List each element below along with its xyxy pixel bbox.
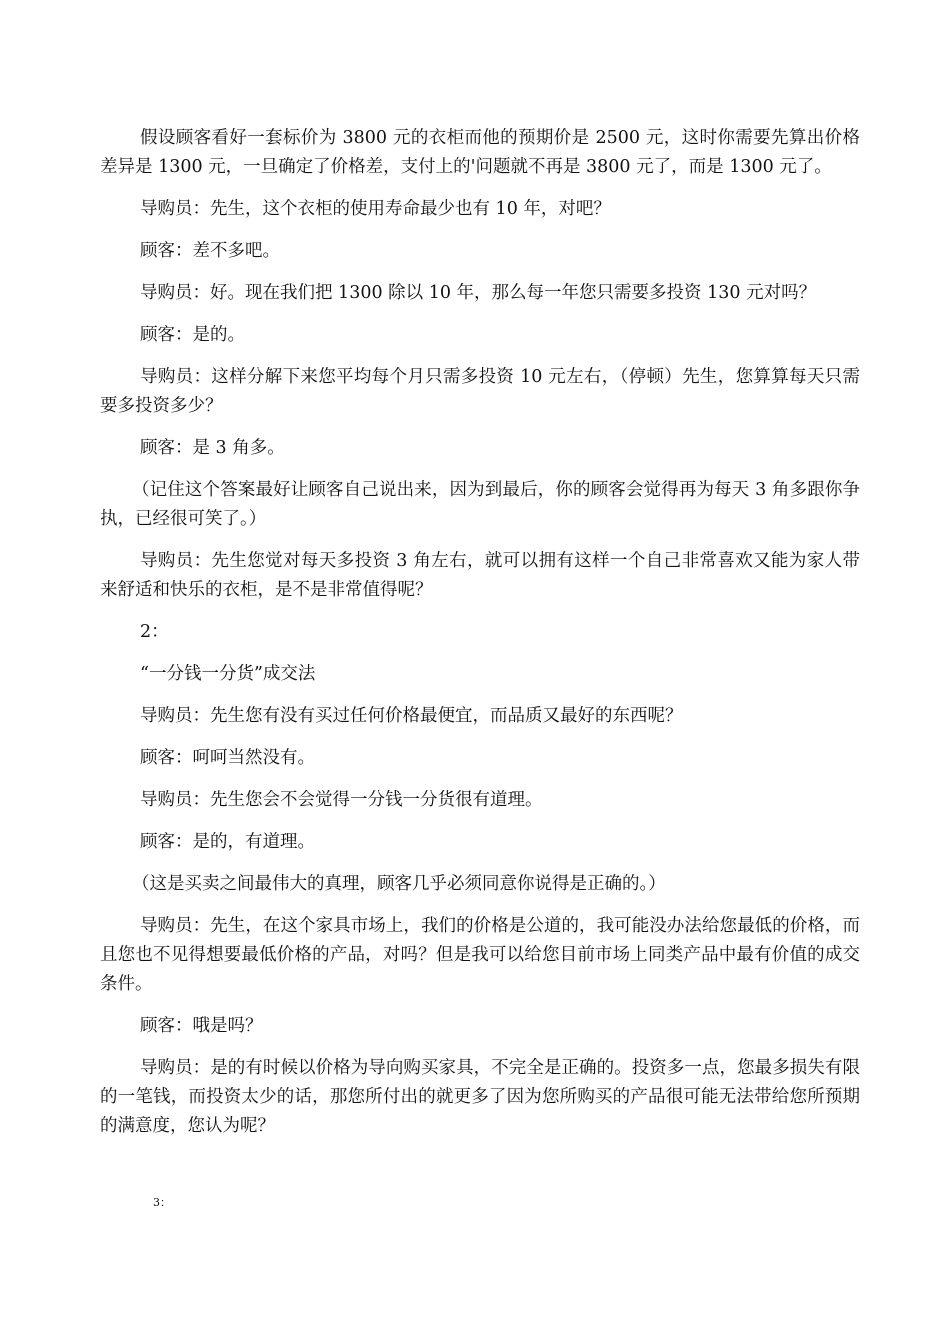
- dialogue-line: 导购员：是的有时候以价格为导向购买家具，不完全是正确的。投资多一点，您最多损失有限的一笔钱，而投资太少的话，那您所付出的就更多了因为您所购买的产品很可能无法带给您所预期的满意度，您认为呢？: [100, 1058, 860, 1136]
- note-paragraph: （记住这个答案最好让顾客自己说出来，因为到最后，你的顾客会觉得再为每天 3 角多跟你争执，已经很可笑了。）: [100, 480, 860, 529]
- note-paragraph: （这是买卖之间最伟大的真理，顾客几乎必须同意你说得是正确的。）: [132, 874, 666, 894]
- dialogue-line: 顾客：呵呵当然没有。: [140, 748, 315, 768]
- dialogue-line: 导购员：这样分解下来您平均每个月只需多投资 10 元左右，（停顿）先生，您算算每天只需要多投资多少？: [100, 367, 860, 416]
- dialogue-line: 导购员：先生，这个衣柜的使用寿命最少也有 10 年，对吧？: [140, 199, 611, 219]
- dialogue-line: 导购员：先生您觉对每天多投资 3 角左右，就可以拥有这样一个自己非常喜欢又能为家人带来舒适和快乐的衣柜，是不是非常值得呢？: [100, 551, 860, 600]
- section-title: “一分钱一分货”成交法: [140, 664, 316, 684]
- dialogue-line: 导购员：先生，在这个家具市场上，我们的价格是公道的，我可能没办法给您最低的价格，而且您也不见得想要最低价格的产品，对吗？但是我可以给您目前市场上同类产品中最有价值的成交条件。: [100, 916, 860, 994]
- dialogue-line: 顾客：是的，有道理。: [140, 832, 315, 852]
- dialogue-line: 顾客：是 3 角多。: [140, 438, 285, 458]
- dialogue-line: 导购员：好。现在我们把 1300 除以 10 年，那么每一年您只需要多投资 130 元对吗？: [140, 283, 817, 303]
- dialogue-line: 导购员：先生您有没有买过任何价格最便宜，而品质又最好的东西呢？: [140, 706, 683, 726]
- dialogue-line: 顾客：差不多吧。: [140, 241, 280, 261]
- dialogue-line: 导购员：先生您会不会觉得一分钱一分货很有道理。: [140, 790, 543, 810]
- section-number: 2：: [140, 622, 169, 642]
- dialogue-line: 顾客：是的。: [140, 325, 245, 345]
- document-body: [100, 124, 860, 1154]
- dialogue-line: 顾客：哦是吗？: [140, 1016, 263, 1036]
- intro-paragraph: 假设顾客看好一套标价为 3800 元的衣柜而他的预期价是 2500 元，这时你需要先算出价格差异是 1300 元，一旦确定了价格差，支付上的'问题就不再是 3800 元了，而是 1300 元了。: [100, 128, 860, 177]
- next-section-number: 3：: [153, 1196, 171, 1209]
